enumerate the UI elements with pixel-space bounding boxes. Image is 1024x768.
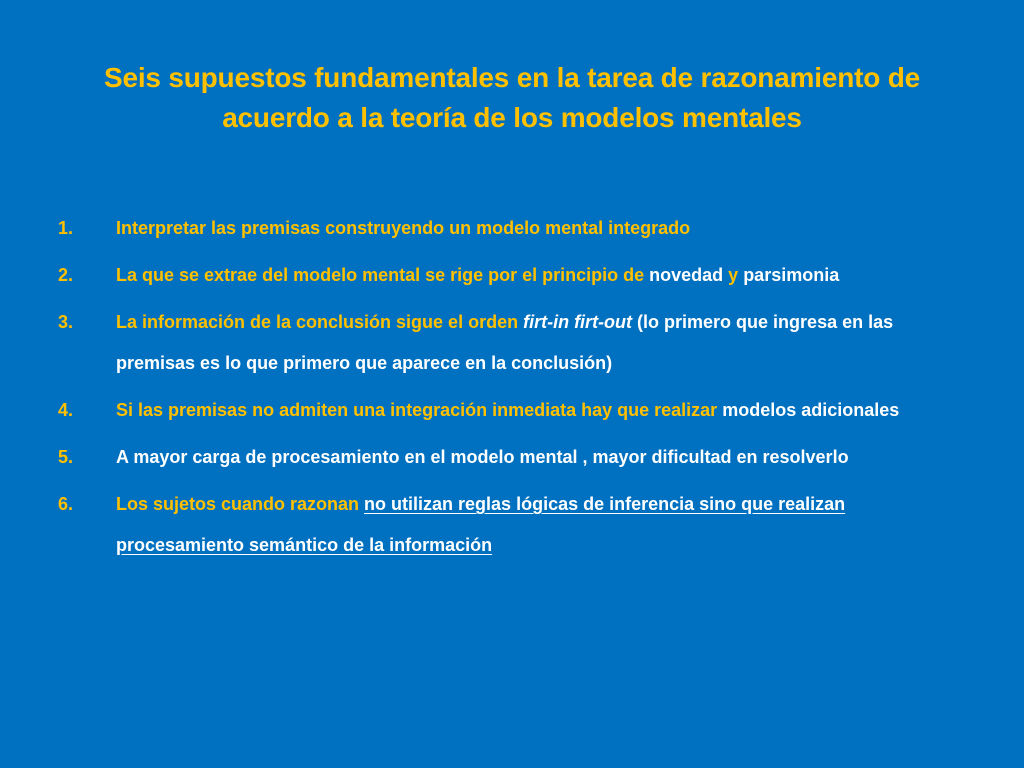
assumption-list (58, 208, 958, 572)
list-item-number: 3. (58, 312, 74, 332)
list-item (58, 208, 958, 249)
list-item-number: 1. (58, 218, 74, 238)
text-run: firt-in firt-out (523, 312, 633, 332)
text-run: La que se extrae del modelo mental se rige por el principio de (116, 265, 650, 285)
list-item (58, 302, 958, 384)
list-item-number: 2. (58, 265, 74, 285)
list-item-text (116, 447, 849, 467)
text-run: modelos adicionales (722, 400, 900, 420)
text-run: A mayor carga de procesamiento en el modelo mental , mayor dificultad en resolverlo (116, 447, 849, 467)
slide-title: Seis supuestos fundamentales en la tarea de razonamiento de acuerdo a la teoría de los modelos mentales (103, 62, 920, 133)
list-item (58, 437, 958, 478)
list-item-text (116, 494, 845, 555)
list-item-text (116, 400, 899, 420)
list-item (58, 390, 958, 431)
list-item-text (116, 312, 893, 373)
text-run: parsimonia (743, 265, 840, 285)
list-item (58, 484, 958, 566)
list-item (58, 255, 958, 296)
text-run: novedad (649, 265, 724, 285)
text-run: (lo primero que ingresa en las premisas es lo que primero que aparece en la conclusión) (116, 312, 894, 373)
list-item-number: 4. (58, 400, 74, 420)
list-item-number: 6. (58, 494, 74, 514)
text-run: Si las premisas no admiten una integración inmediata hay que realizar (116, 400, 723, 420)
text-run: Interpretar las premisas construyendo un modelo mental integrado (116, 218, 691, 238)
text-run: no utilizan reglas lógicas de inferencia sino que realizan procesamiento semántico de la información (116, 494, 846, 555)
text-run: Los sujetos cuando razonan (116, 494, 365, 514)
list-item-number: 5. (58, 447, 74, 467)
list-item-text (116, 218, 690, 238)
text-run: y (723, 265, 744, 285)
list-item-text (116, 265, 839, 285)
text-run: La información de la conclusión sigue el orden (116, 312, 524, 332)
